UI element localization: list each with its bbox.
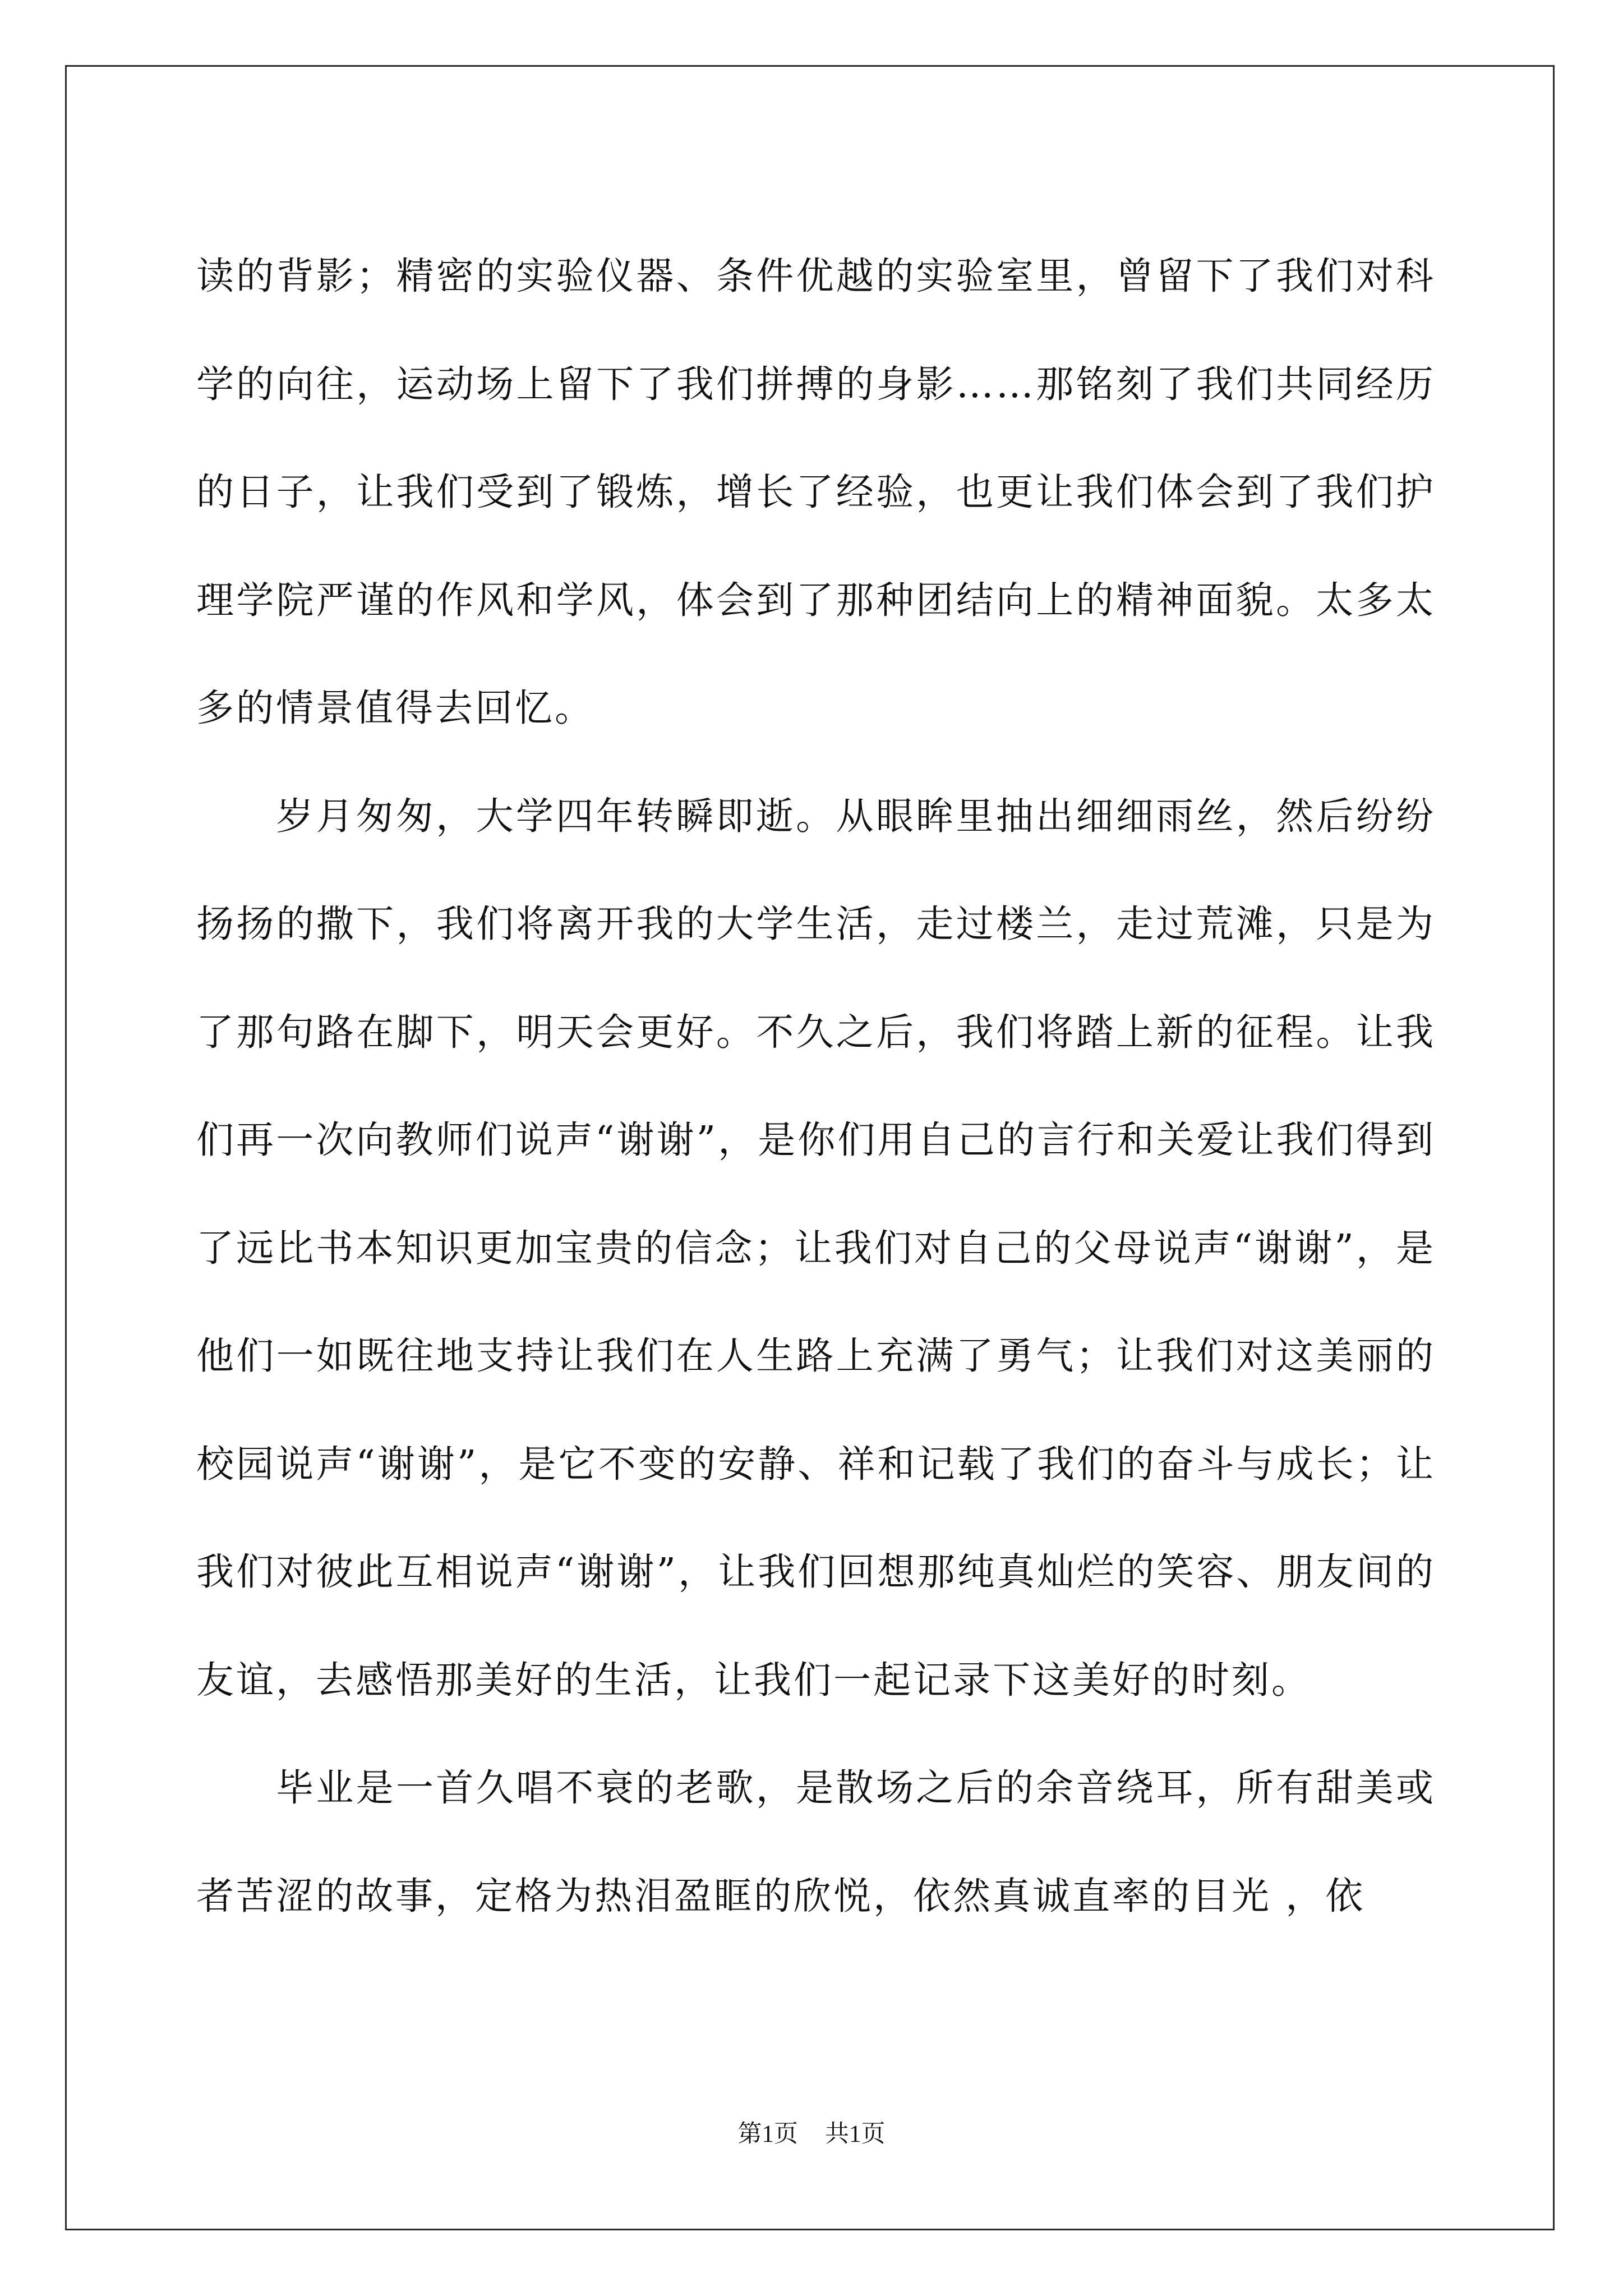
paragraph-3: 毕业是一首久唱不衰的老歌，是散场之后的余音绕耳，所有甜美或者苦涩的故事，定格为热泪盈眶的欣悦，依然真诚直率的目光 ，依 — [196, 1766, 1436, 1918]
page-footer — [0, 2119, 1623, 2150]
paragraph-2: 岁月匆匆，大学四年转瞬即逝。从眼眸里抽出细细雨丝，然后纷纷扬扬的撒下，我们将离开我的大学生活，走过楼兰，走过荒滩，只是为了那句路在脚下，明天会更好。不久之后，我们将踏上新的征程。让我们再一次向教师们说声“谢谢”，是你们用自己的言行和关爱让我们得到了远比书本知识更加宝贵的信念；让我们对自己的父母说声“谢谢”，是他们一如既往地支持让我们在人生路上充满了勇气；让我们对这美丽的校园说声“谢谢”，是它不变的安静、祥和记载了我们的奋斗与成长；让我们对彼此互相说声“谢谢”，让我们回想那纯真灿烂的笑容、朋友间的友谊，去感悟那美好的生活，让我们一起记录下这美好的时刻。 — [196, 794, 1436, 1702]
paragraph-1: 读的背影；精密的实验仪器、条件优越的实验室里，曾留下了我们对科学的向往，运动场上留下了我们拼搏的身影……那铭刻了我们共同经历的日子，让我们受到了锻炼，增长了经验，也更让我们体会到了我们护理学院严谨的作风和学风，体会到了那种团结向上的精神面貌。太多太多的情景值得去回忆。 — [196, 254, 1436, 730]
document-body — [196, 222, 1436, 1950]
page-total: 共1页 — [825, 2121, 886, 2147]
page-number: 第1页 — [737, 2121, 798, 2147]
